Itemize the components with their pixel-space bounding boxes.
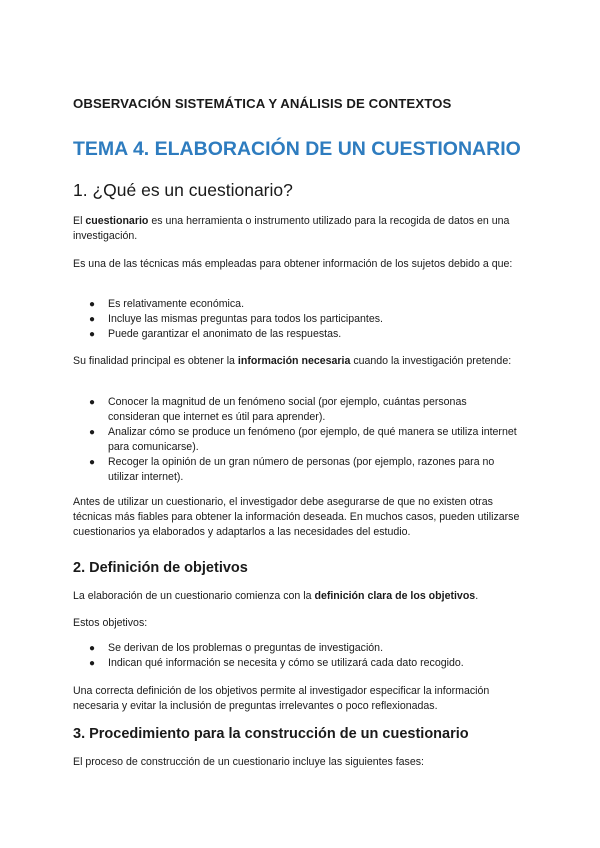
section-2-paragraph-3: Una correcta definición de los objetivos permite al investigador especificar la información necesaria y evitar la inclusión de preguntas irrelevantes o poco reflexionadas.: [73, 685, 490, 712]
list-item: [89, 312, 521, 327]
section-2-paragraph-2: Estos objetivos:: [73, 617, 148, 629]
purposes-list: [89, 395, 521, 485]
section-1-heading: 1. ¿Qué es un cuestionario?: [73, 180, 293, 200]
bullet-icon: ●: [89, 457, 96, 468]
bullet-icon: ●: [89, 658, 96, 669]
bold-term: cuestionario: [85, 215, 149, 227]
section-1-paragraph-4: Antes de utilizar un cuestionario, el investigador debe asegurarse de que no existen otras técnicas más fiables para obtener la información deseada. En muchos casos, pueden utilizarse cuestionarios ya elaborados y adaptarlos a las necesidades del estudio.: [73, 496, 520, 538]
bold-term: definición clara de los objetivos: [314, 590, 476, 602]
bullet-icon: ●: [89, 397, 96, 408]
text-run: .: [475, 590, 479, 602]
list-item: [89, 656, 521, 671]
list-item-text: Se derivan de los problemas o preguntas de investigación.: [108, 642, 384, 654]
bullet-icon: ●: [89, 427, 96, 438]
bold-term: información necesaria: [237, 355, 351, 367]
objectives-list: [89, 641, 521, 671]
section-1-paragraph-2: Es una de las técnicas más empleadas para obtener información de los sujetos debido a que:: [73, 258, 513, 270]
bullet-icon: ●: [89, 314, 96, 325]
section-3-paragraph-1: El proceso de construcción de un cuestionario incluye las siguientes fases:: [73, 756, 424, 768]
list-item-text: Analizar cómo se produce un fenómeno (por ejemplo, de qué manera se utiliza internet para comunicarse).: [108, 426, 517, 453]
section-2-paragraph-1: [73, 589, 521, 604]
list-item-text: Puede garantizar el anonimato de las respuestas.: [108, 328, 342, 340]
text-run: La elaboración de un cuestionario comienza con la: [73, 590, 315, 602]
text-run: es una herramienta o instrumento utilizado para la recogida de datos en una investigación.: [73, 215, 510, 242]
bullet-icon: ●: [89, 643, 96, 654]
bullet-icon: ●: [89, 329, 96, 340]
list-item: [89, 425, 521, 455]
list-item-text: Es relativamente económica.: [108, 298, 245, 310]
section-2-heading: 2. Definición de objetivos: [73, 560, 248, 576]
advantages-list: [89, 297, 521, 342]
section-1-paragraph-3: [73, 354, 521, 369]
document-header: OBSERVACIÓN SISTEMÁTICA Y ANÁLISIS DE CONTEXTOS: [73, 96, 452, 111]
bullet-icon: ●: [89, 299, 96, 310]
text-run: cuando la investigación pretende:: [350, 355, 512, 367]
list-item: [89, 327, 521, 342]
list-item: [89, 455, 521, 485]
list-item-text: Recoger la opinión de un gran número de personas (por ejemplo, razones para no utilizar internet).: [108, 456, 495, 483]
list-item: [89, 297, 521, 312]
list-item-text: Conocer la magnitud de un fenómeno social (por ejemplo, cuántas personas consideran que internet es útil para aprender).: [108, 396, 467, 423]
list-item-text: Incluye las mismas preguntas para todos los participantes.: [108, 313, 383, 325]
list-item: [89, 641, 521, 656]
text-run: El: [73, 215, 86, 227]
list-item: [89, 395, 521, 425]
section-1-paragraph-1: [73, 214, 521, 244]
section-3-heading: 3. Procedimiento para la construcción de un cuestionario: [73, 726, 469, 742]
list-item-text: Indican qué información se necesita y cómo se utilizará cada dato recogido.: [108, 657, 464, 669]
text-run: Su finalidad principal es obtener la: [73, 355, 238, 367]
document-title: TEMA 4. ELABORACIÓN DE UN CUESTIONARIO: [73, 138, 521, 160]
